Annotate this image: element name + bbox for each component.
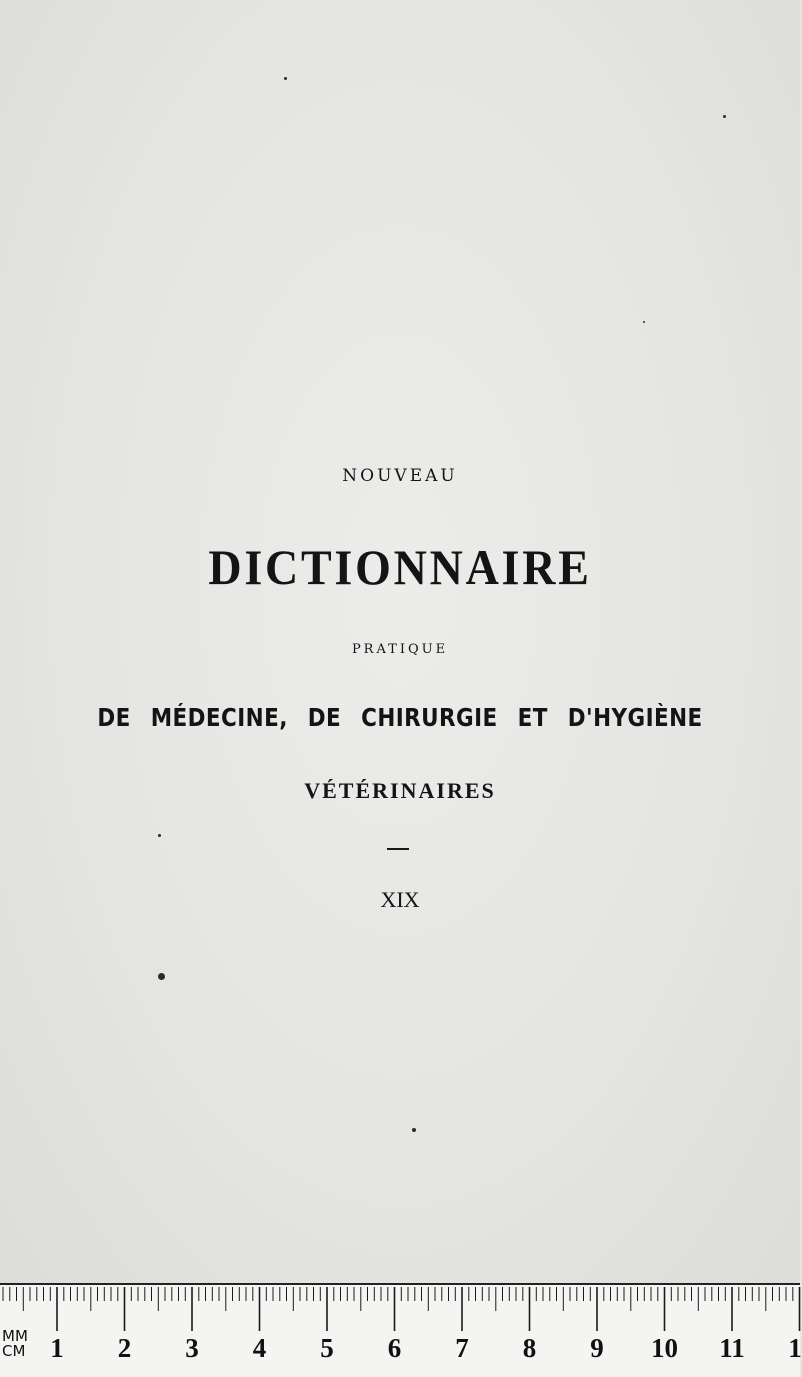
ink-speck	[643, 321, 645, 323]
measuring-ruler	[0, 1283, 800, 1377]
ruler-cm-number: 9	[590, 1333, 604, 1363]
ink-speck	[284, 77, 287, 80]
title-line-subjects: DE MÉDECINE, DE CHIRURGIE ET D'HYGIÈNE	[97, 703, 703, 732]
ruler-unit-cm: CM	[2, 1342, 26, 1360]
title-line-pratique: PRATIQUE	[351, 642, 449, 657]
title-divider	[387, 848, 409, 850]
title-line-veterinaires: VÉTÉRINAIRES	[304, 778, 496, 803]
ruler-cm-number: 8	[522, 1333, 537, 1363]
ruler-cm-number: 4	[252, 1333, 267, 1363]
ruler-cm-number: 7	[455, 1333, 469, 1363]
ruler-cm-number: 1	[50, 1333, 64, 1363]
ink-speck	[158, 834, 161, 837]
ruler-cm-number: 3	[185, 1333, 199, 1363]
ink-speck	[158, 973, 165, 980]
ruler-cm-number: 5	[320, 1333, 334, 1363]
volume-number: XIX	[380, 887, 420, 912]
title-line-nouveau: NOUVEAU	[342, 466, 458, 486]
title-line-dictionnaire: DICTIONNAIRE	[208, 539, 592, 595]
ruler-cm-number: 1	[788, 1333, 802, 1363]
ink-speck	[412, 1128, 416, 1132]
ink-speck	[723, 115, 726, 118]
ruler-cm-number: 10	[651, 1333, 678, 1363]
ruler-cm-number: 11	[719, 1333, 745, 1363]
ruler-unit-mm: MM	[2, 1327, 28, 1345]
ruler-cm-number: 2	[117, 1333, 132, 1363]
ruler-cm-number: 6	[387, 1333, 402, 1363]
